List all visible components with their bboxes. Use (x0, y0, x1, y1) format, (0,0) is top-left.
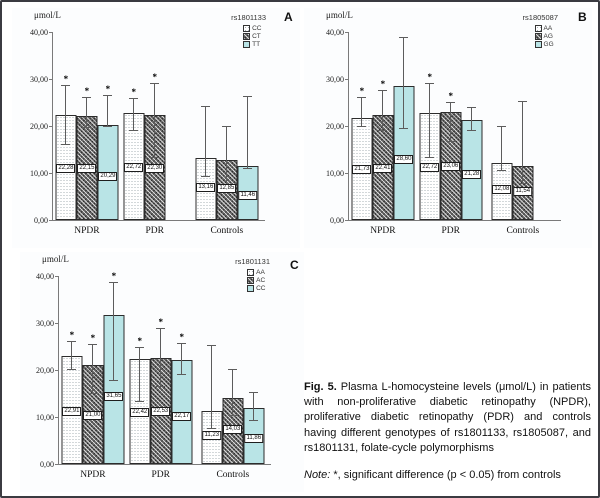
legend-label: CC (252, 24, 262, 32)
legend-label: AC (256, 276, 266, 284)
bar-group-pdr (123, 32, 186, 220)
x-category-label-pdr: PDR (441, 226, 460, 236)
y-tick-label: 20,00 (36, 366, 54, 375)
bar-group-npdr (55, 32, 118, 220)
legend-title-rsid: rs1801133 (231, 13, 266, 22)
significance-star: * (448, 91, 453, 102)
y-tick-mark (345, 220, 349, 221)
x-category-label-npdr: NPDR (74, 226, 100, 236)
legend-item-aa (247, 268, 270, 276)
significance-star: * (131, 87, 136, 98)
bar-value-label: 12,08 (494, 186, 510, 193)
bar-slot-ac (150, 276, 171, 464)
bar-slot-cc (171, 276, 192, 464)
bar-value-label: 11,23 (204, 432, 220, 439)
significance-star: * (111, 271, 117, 281)
y-axis-unit-label: μmol/L (42, 254, 69, 264)
x-category-label-controls: Controls (210, 226, 244, 236)
bar-group-controls (195, 32, 261, 220)
legend-label: AA (256, 268, 265, 276)
bar-group-pdr (129, 276, 192, 464)
legend-label: CT (252, 32, 261, 40)
error-bar (243, 96, 252, 169)
bar-slot-ct (76, 32, 97, 220)
bar-value-label: 22,41 (375, 164, 391, 171)
bar-slot-ag (372, 32, 393, 220)
significance-star: * (427, 72, 432, 83)
y-tick-label: 40,00 (36, 272, 54, 281)
bar-slot-tt (165, 32, 186, 220)
note-body: *, significant difference (p < 0.05) from controls (333, 468, 561, 481)
legend-swatch-dots-icon (243, 25, 250, 32)
bar-slot-aa (491, 32, 512, 220)
bar-slot-ag (440, 32, 461, 220)
y-tick-mark (55, 464, 59, 465)
y-axis-unit-label: μmol/L (326, 10, 353, 20)
bar-group-controls (201, 276, 264, 464)
bar-slot-gg (461, 32, 482, 220)
y-tick-label: 20,00 (30, 122, 48, 131)
error-bar (61, 85, 70, 144)
bar-group-npdr (61, 271, 124, 464)
caption-note (304, 468, 591, 483)
significance-star: * (137, 335, 142, 346)
bar-value-label: 11,86 (246, 434, 262, 441)
bar-slot-aa (201, 276, 222, 464)
y-tick-label: 20,00 (326, 122, 344, 131)
bar-value-label: 21,73 (354, 166, 370, 173)
y-tick-mark (55, 323, 59, 324)
bar-value-label: 22,72 (126, 163, 142, 170)
significance-star: * (359, 86, 365, 97)
error-bar (399, 37, 408, 129)
bar-slot-tt (237, 32, 261, 220)
error-bar (425, 83, 434, 157)
bar-value-label: 13,16 (198, 184, 214, 191)
error-bar (135, 347, 144, 402)
figure-caption (304, 380, 591, 483)
bar-value-label: 22,17 (174, 413, 190, 420)
error-bar (467, 107, 476, 132)
bar-slot-ag (512, 32, 533, 220)
bar-slot-aa (61, 276, 82, 464)
legend-swatch-dots-icon (247, 269, 254, 276)
error-bar (249, 392, 258, 420)
bar-value-label: 21,00 (85, 411, 101, 418)
y-tick-label: 10,00 (36, 413, 54, 422)
x-category-label-controls: Controls (506, 226, 540, 236)
bar-value-label: 21,28 (464, 171, 480, 177)
bar-value-label: 20,29 (100, 173, 116, 180)
error-bar (446, 102, 455, 142)
bar-value-label: 22,91 (64, 407, 80, 414)
error-bar (156, 328, 165, 388)
bar-slot-ac (82, 276, 103, 464)
bar-value-label: 12,85 (219, 184, 235, 191)
x-category-label-npdr: NPDR (370, 226, 396, 236)
bar-slot-cc (103, 271, 124, 464)
error-bar (88, 344, 97, 394)
y-tick-label: 30,00 (326, 75, 344, 84)
bar-value-label: 22,28 (58, 164, 74, 171)
bar-slot-aa (419, 32, 440, 220)
bar-slot-ct (216, 32, 237, 220)
legend-label: CC (256, 284, 266, 292)
bar-slot-ct (144, 32, 165, 220)
y-tick-mark (49, 79, 53, 80)
bar-slot-tt (97, 32, 118, 220)
y-tick-label: 0,00 (330, 216, 344, 225)
legend-label: AG (543, 32, 553, 40)
bar-slot-gg (533, 32, 554, 220)
legend-label: GG (543, 40, 554, 48)
error-bar (518, 101, 527, 184)
error-bar (207, 345, 216, 428)
error-bar (129, 98, 138, 131)
legend-label: AA (543, 24, 553, 32)
y-tick-label: 0,00 (34, 216, 48, 225)
bar-value-label: 23,06 (443, 163, 459, 170)
significance-star: * (105, 83, 111, 94)
y-tick-mark (55, 276, 59, 277)
significance-star: * (90, 332, 96, 343)
bar-slot-aa (129, 276, 150, 464)
error-bar (378, 90, 387, 131)
y-tick-label: 40,00 (326, 28, 344, 37)
bar-value-label: 31,65 (106, 393, 122, 400)
y-tick-mark (55, 417, 59, 418)
y-tick-mark (55, 370, 59, 371)
x-category-label-pdr: PDR (151, 470, 170, 480)
y-tick-mark (49, 220, 53, 221)
chart-panel-c (20, 252, 304, 492)
significance-star: * (380, 79, 386, 90)
y-tick-mark (345, 32, 349, 33)
bar-group-pdr (419, 32, 482, 220)
bar-slot-cc (55, 32, 76, 220)
bar-slot-cc (123, 32, 144, 220)
bar-value-label: 22,30 (147, 164, 163, 171)
chart-panel-b (304, 8, 592, 248)
error-bar (150, 83, 159, 158)
significance-star: * (152, 71, 157, 82)
bar-slot-gg (393, 32, 414, 220)
significance-star: * (158, 316, 163, 327)
bar-value-label: 28,60 (396, 155, 412, 162)
caption-body: Plasma L-homocysteine levels (μmol/L) in patients with non-proliferative diabetic retinopathy (NPDR), proliferative diabetic retinopathy (PDR) and controls having different genotypes of rs1801133, rs1805087, and rs1801131, folate-cycle polymorphisms (304, 381, 591, 454)
error-bar (109, 282, 118, 381)
chart-panel-a (12, 8, 300, 248)
bar-group-controls (491, 32, 554, 220)
x-category-label-npdr: NPDR (80, 470, 106, 480)
error-bar (201, 106, 210, 177)
y-tick-label: 0,00 (40, 460, 54, 469)
bar-slot-cc (243, 276, 264, 464)
error-bar (497, 126, 506, 171)
y-tick-mark (49, 173, 53, 174)
panel-letter-b: B (578, 10, 587, 24)
error-bar (228, 369, 237, 416)
caption-text (304, 380, 591, 456)
bar-value-label: 22,42 (132, 408, 148, 415)
bar-value-label: 11,54 (515, 187, 531, 194)
y-tick-label: 30,00 (30, 75, 48, 84)
y-tick-mark (345, 173, 349, 174)
x-category-label-controls: Controls (216, 470, 250, 480)
bar-value-label: 22,15 (79, 165, 95, 172)
bar-slot-cc (195, 32, 216, 220)
error-bar (103, 95, 112, 127)
y-tick-mark (49, 32, 53, 33)
caption-fig-label: Fig. 5. (304, 381, 337, 393)
x-category-label-pdr: PDR (145, 226, 164, 236)
error-bar (177, 343, 186, 376)
significance-star: * (179, 331, 184, 342)
bar-slot-aa (351, 32, 372, 220)
error-bar (67, 341, 76, 371)
y-tick-mark (345, 79, 349, 80)
panel-letter-a: A (284, 10, 293, 24)
bar-slot-ac (222, 276, 243, 464)
legend-title-rsid: rs1805087 (522, 13, 558, 22)
y-axis-unit-label: μmol/L (34, 10, 61, 20)
error-bar (82, 97, 91, 129)
legend-item-cc (243, 24, 266, 32)
bar-value-label: 22,53 (153, 408, 169, 415)
y-tick-mark (49, 126, 53, 127)
y-tick-label: 30,00 (36, 319, 54, 328)
bar-value-label: 22,72 (422, 163, 438, 170)
note-label: Note: (304, 468, 331, 481)
y-tick-label: 10,00 (30, 169, 48, 178)
error-bar (222, 126, 231, 188)
error-bar (357, 97, 366, 127)
panel-letter-c: C (290, 258, 299, 272)
significance-star: * (69, 329, 75, 340)
significance-star: * (63, 74, 69, 85)
legend-swatch-dots-icon (535, 25, 542, 32)
bar-group-npdr (351, 32, 414, 220)
y-tick-label: 40,00 (30, 28, 48, 37)
y-tick-mark (345, 126, 349, 127)
legend-title-rsid: rs1801131 (235, 257, 270, 266)
bar-value-label: 14,03 (225, 426, 241, 433)
legend-label: TT (252, 40, 261, 48)
y-tick-label: 10,00 (326, 169, 344, 178)
legend-item-aa (535, 24, 558, 32)
bar-value-label: 11,46 (240, 191, 256, 198)
significance-star: * (84, 85, 90, 96)
